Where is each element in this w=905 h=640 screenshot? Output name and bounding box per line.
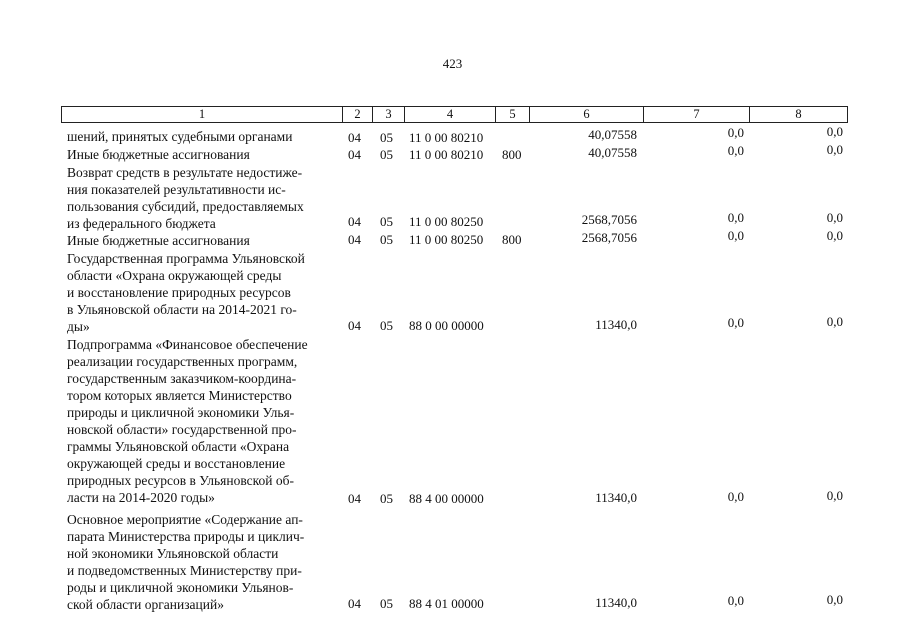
description-line: реализации государственных программ, <box>67 354 298 369</box>
description-line: ния показателей результативности ис- <box>67 182 286 197</box>
cell-amount-3: 0,0 <box>826 142 843 157</box>
cell-subsection: 05 <box>380 214 393 229</box>
cell-target-code: 88 4 01 00000 <box>409 596 484 611</box>
header-cell-4: 4 <box>404 107 495 122</box>
cell-amount-3: 0,0 <box>826 124 843 139</box>
cell-amount: 2568,7056 <box>581 230 637 245</box>
cell-target-code: 11 0 00 80250 <box>409 214 484 229</box>
description-line: Государственная программа Ульяновской <box>67 251 305 266</box>
header-cell-6: 6 <box>529 107 643 122</box>
cell-section: 04 <box>348 214 361 229</box>
cell-section: 04 <box>348 130 361 145</box>
cell-amount-2: 0,0 <box>727 315 744 330</box>
description-line: шений, принятых судебными органами <box>67 129 293 144</box>
cell-section: 04 <box>348 232 361 247</box>
row-description <box>67 128 337 145</box>
description-line: граммы Ульяновской области «Охрана <box>67 439 290 454</box>
description-line: ды» <box>67 319 90 334</box>
description-line: ской области организаций» <box>67 597 224 612</box>
row-description <box>67 250 337 335</box>
cell-amount-2: 0,0 <box>727 593 744 608</box>
description-line: природы и цикличной экономики Улья- <box>67 405 295 420</box>
cell-amount-3: 0,0 <box>826 314 843 329</box>
description-line: в Ульяновской области на 2014-2021 го- <box>67 302 297 317</box>
cell-amount-2: 0,0 <box>727 125 744 140</box>
description-line: новской области» государственной про- <box>67 422 297 437</box>
header-cell-8: 8 <box>749 107 847 122</box>
cell-amount: 40,07558 <box>588 127 637 142</box>
cell-amount-2: 0,0 <box>727 489 744 504</box>
cell-section: 04 <box>348 491 361 506</box>
page-number: 423 <box>442 56 463 71</box>
description-line: Подпрограмма «Финансовое обеспечение <box>67 337 308 352</box>
cell-subsection: 05 <box>380 318 393 333</box>
description-line: Иные бюджетные ассигнования <box>67 147 250 162</box>
description-line: Иные бюджетные ассигнования <box>67 233 250 248</box>
description-line: окружающей среды и восстановление <box>67 456 286 471</box>
header-cell-1: 1 <box>198 107 206 121</box>
cell-amount: 11340,0 <box>595 595 637 610</box>
description-line: парата Министерства природы и циклич- <box>67 529 305 544</box>
cell-expense-type: 800 <box>502 147 522 162</box>
header-cell-2: 2 <box>342 107 372 122</box>
description-line: Основное мероприятие «Содержание ап- <box>67 512 303 527</box>
row-description <box>67 511 337 613</box>
cell-section: 04 <box>348 596 361 611</box>
cell-amount-3: 0,0 <box>826 488 843 503</box>
cell-target-code: 11 0 00 80250 <box>409 232 484 247</box>
cell-amount-3: 0,0 <box>826 210 843 225</box>
description-line: природных ресурсов в Ульяновской об- <box>67 473 294 488</box>
cell-target-code: 11 0 00 80210 <box>409 147 484 162</box>
cell-subsection: 05 <box>380 147 393 162</box>
description-line: и подведомственных Министерству при- <box>67 563 302 578</box>
cell-target-code: 88 4 00 00000 <box>409 491 484 506</box>
cell-amount: 2568,7056 <box>581 212 637 227</box>
cell-amount-3: 0,0 <box>826 228 843 243</box>
description-line: пользования субсидий, предоставляемых <box>67 199 304 214</box>
cell-subsection: 05 <box>380 491 393 506</box>
cell-target-code: 88 0 00 00000 <box>409 318 484 333</box>
description-line: области «Охрана окружающей среды <box>67 268 282 283</box>
cell-section: 04 <box>348 318 361 333</box>
description-line: из федерального бюджета <box>67 216 216 231</box>
description-line: роды и цикличной экономики Ульянов- <box>67 580 294 595</box>
cell-subsection: 05 <box>380 232 393 247</box>
description-line: и восстановление природных ресурсов <box>67 285 291 300</box>
row-description <box>67 232 337 249</box>
cell-amount-2: 0,0 <box>727 228 744 243</box>
header-cell-7: 7 <box>643 107 749 122</box>
cell-expense-type: 800 <box>502 232 522 247</box>
cell-amount-3: 0,0 <box>826 592 843 607</box>
cell-section: 04 <box>348 147 361 162</box>
cell-amount-2: 0,0 <box>727 143 744 158</box>
cell-target-code: 11 0 00 80210 <box>409 130 484 145</box>
description-line: Возврат средств в результате недостиже- <box>67 165 303 180</box>
description-line: государственным заказчиком-координа- <box>67 371 297 386</box>
description-line: ной экономики Ульяновской области <box>67 546 279 561</box>
cell-amount: 11340,0 <box>595 490 637 505</box>
header-cell-5: 5 <box>495 107 529 122</box>
row-description <box>67 146 337 163</box>
cell-subsection: 05 <box>380 130 393 145</box>
table-header <box>61 106 848 123</box>
cell-subsection: 05 <box>380 596 393 611</box>
cell-amount: 11340,0 <box>595 317 637 332</box>
cell-amount-2: 0,0 <box>727 210 744 225</box>
cell-amount: 40,07558 <box>588 145 637 160</box>
description-line: ласти на 2014-2020 годы» <box>67 490 215 505</box>
row-description <box>67 164 337 232</box>
description-line: тором которых является Министерство <box>67 388 292 403</box>
row-description <box>67 336 337 506</box>
header-cell-3: 3 <box>372 107 404 122</box>
